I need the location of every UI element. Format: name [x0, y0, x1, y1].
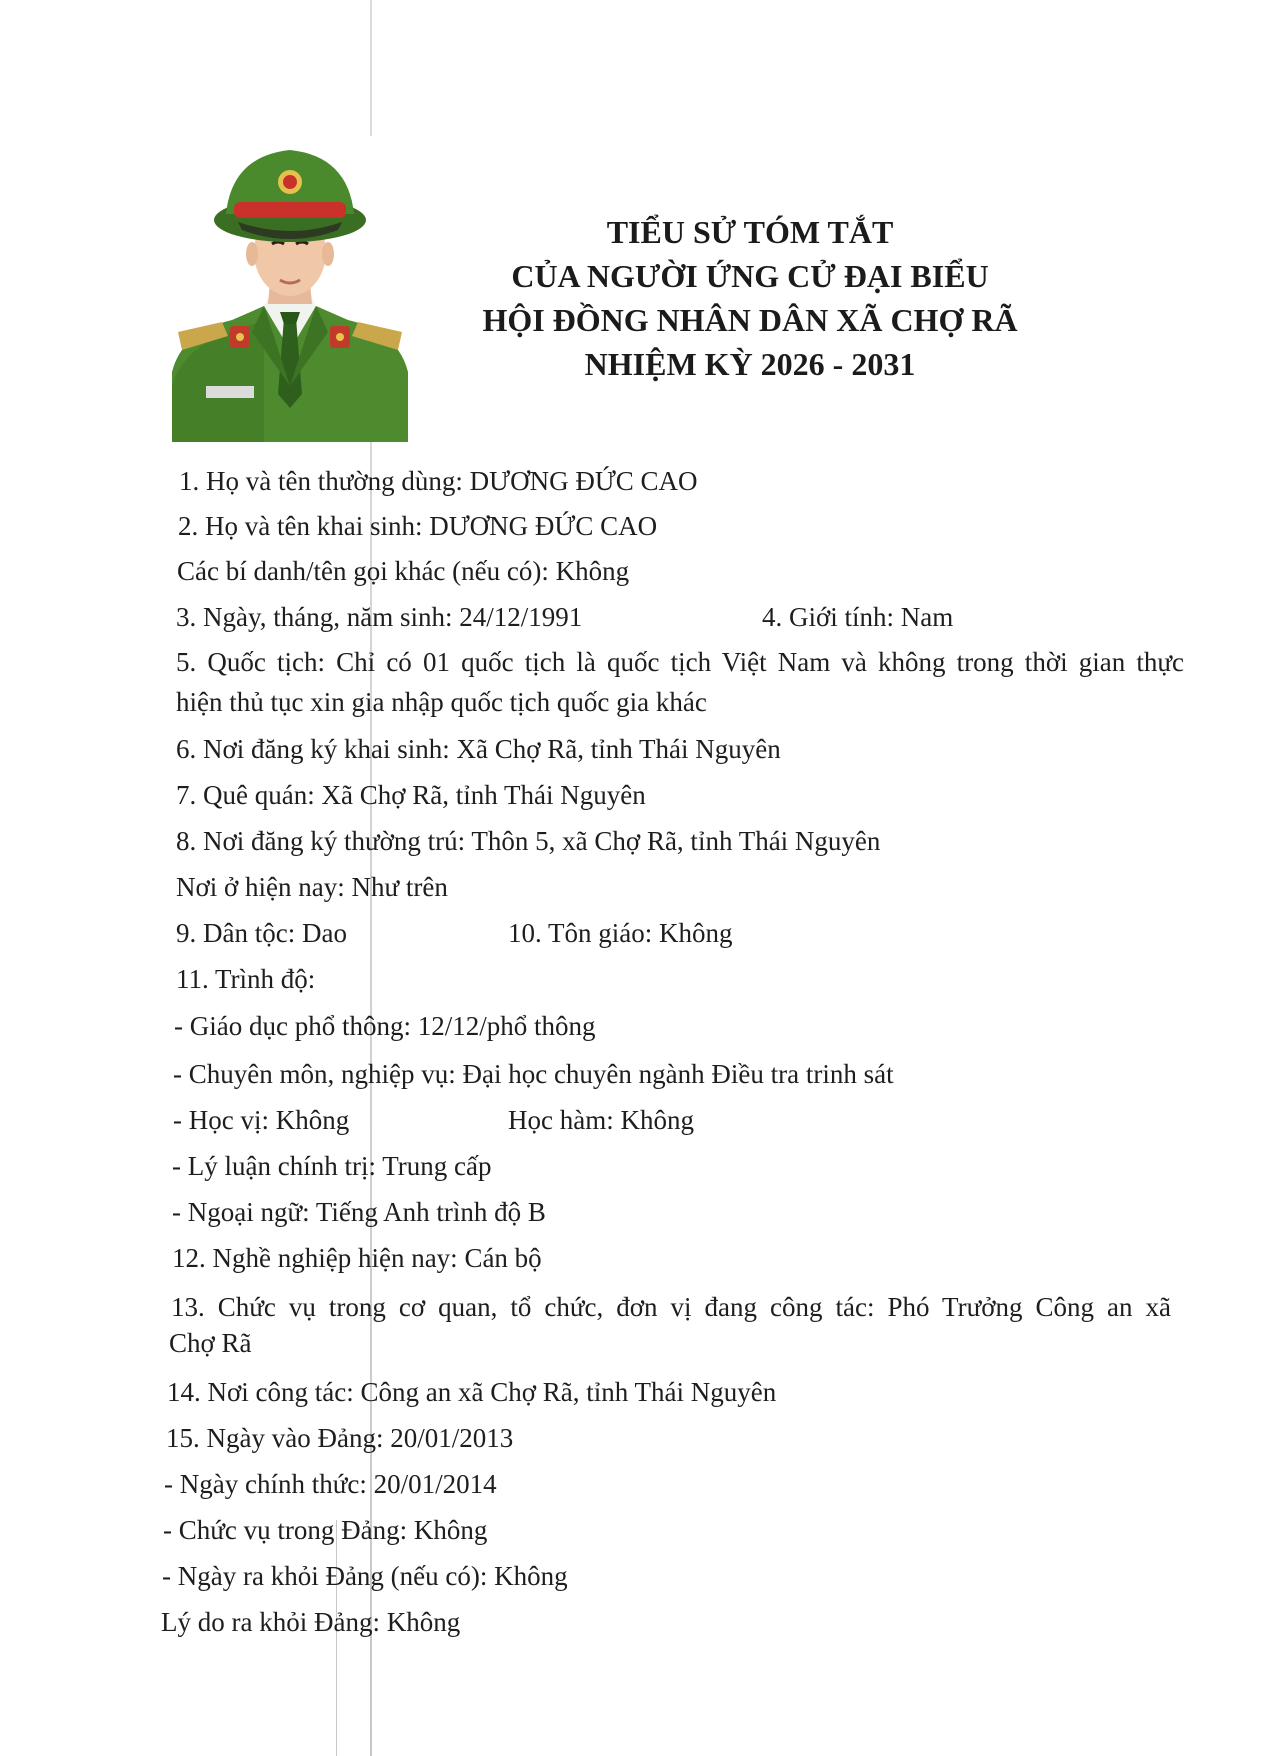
field-nationality-continued: hiện thủ tục xin gia nhập quốc tịch quốc gia khác	[176, 687, 707, 717]
field-occupation: 12. Nghề nghiệp hiện nay: Cán bộ	[172, 1243, 542, 1273]
field-date-of-birth: 3. Ngày, tháng, năm sinh: 24/12/1991	[176, 602, 583, 632]
title-line-3: HỘI ĐỒNG NHÂN DÂN XÃ CHỢ RÃ	[482, 302, 1018, 338]
field-common-name: 1. Họ và tên thường dùng: DƯƠNG ĐỨC CAO	[179, 466, 698, 496]
field-party-leave-date: - Ngày ra khỏi Đảng (nếu có): Không	[162, 1561, 568, 1591]
field-birth-registration: 6. Nơi đăng ký khai sinh: Xã Chợ Rã, tỉnh Thái Nguyên	[176, 734, 781, 764]
field-gender: 4. Giới tính: Nam	[762, 602, 954, 632]
field-political-theory: - Lý luận chính trị: Trung cấp	[172, 1151, 492, 1181]
portrait-illustration	[172, 136, 408, 442]
paper-fold-line-lower	[336, 1520, 337, 1756]
field-workplace: 14. Nơi công tác: Công an xã Chợ Rã, tỉnh Thái Nguyên	[167, 1377, 777, 1407]
field-religion: 10. Tôn giáo: Không	[508, 918, 733, 948]
title-line-4: NHIỆM KỲ 2026 - 2031	[584, 346, 916, 382]
field-academic-degree: - Học vị: Không	[173, 1105, 350, 1135]
field-academic-title: Học hàm: Không	[508, 1105, 694, 1135]
field-ethnicity: 9. Dân tộc: Dao	[176, 918, 347, 948]
field-party-position: - Chức vụ trong Đảng: Không	[163, 1515, 488, 1545]
field-party-leave-reason: Lý do ra khỏi Đảng: Không	[161, 1607, 461, 1637]
title-line-2: CỦA NGƯỜI ỨNG CỬ ĐẠI BIỂU	[511, 258, 989, 294]
title-line-1: TIỂU SỬ TÓM TẮT	[606, 214, 894, 250]
field-general-education: - Giáo dục phổ thông: 12/12/phổ thông	[174, 1011, 596, 1041]
field-foreign-language: - Ngoại ngữ: Tiếng Anh trình độ B	[172, 1197, 546, 1227]
field-nationality: 5. Quốc tịch: Chỉ có 01 quốc tịch là quốc tịch Việt Nam và không trong thời gian thực	[176, 647, 1184, 677]
field-position-continued: Chợ Rã	[169, 1328, 252, 1358]
candidate-portrait-photo	[172, 136, 408, 442]
field-hometown: 7. Quê quán: Xã Chợ Rã, tỉnh Thái Nguyên	[176, 780, 646, 810]
field-party-official-date: - Ngày chính thức: 20/01/2014	[164, 1469, 497, 1499]
field-education-heading: 11. Trình độ:	[176, 964, 316, 994]
field-current-residence: Nơi ở hiện nay: Như trên	[176, 872, 448, 902]
field-aliases: Các bí danh/tên gọi khác (nếu có): Không	[177, 556, 630, 586]
field-birth-name: 2. Họ và tên khai sinh: DƯƠNG ĐỨC CAO	[178, 511, 658, 541]
field-party-admission-date: 15. Ngày vào Đảng: 20/01/2013	[166, 1423, 514, 1453]
document-title	[440, 210, 1060, 386]
field-permanent-residence: 8. Nơi đăng ký thường trú: Thôn 5, xã Chợ Rã, tỉnh Thái Nguyên	[176, 826, 881, 856]
field-professional-training: - Chuyên môn, nghiệp vụ: Đại học chuyên ngành Điều tra trinh sát	[173, 1059, 894, 1089]
field-position: 13. Chức vụ trong cơ quan, tổ chức, đơn vị đang công tác: Phó Trưởng Công an xã	[171, 1292, 1171, 1322]
